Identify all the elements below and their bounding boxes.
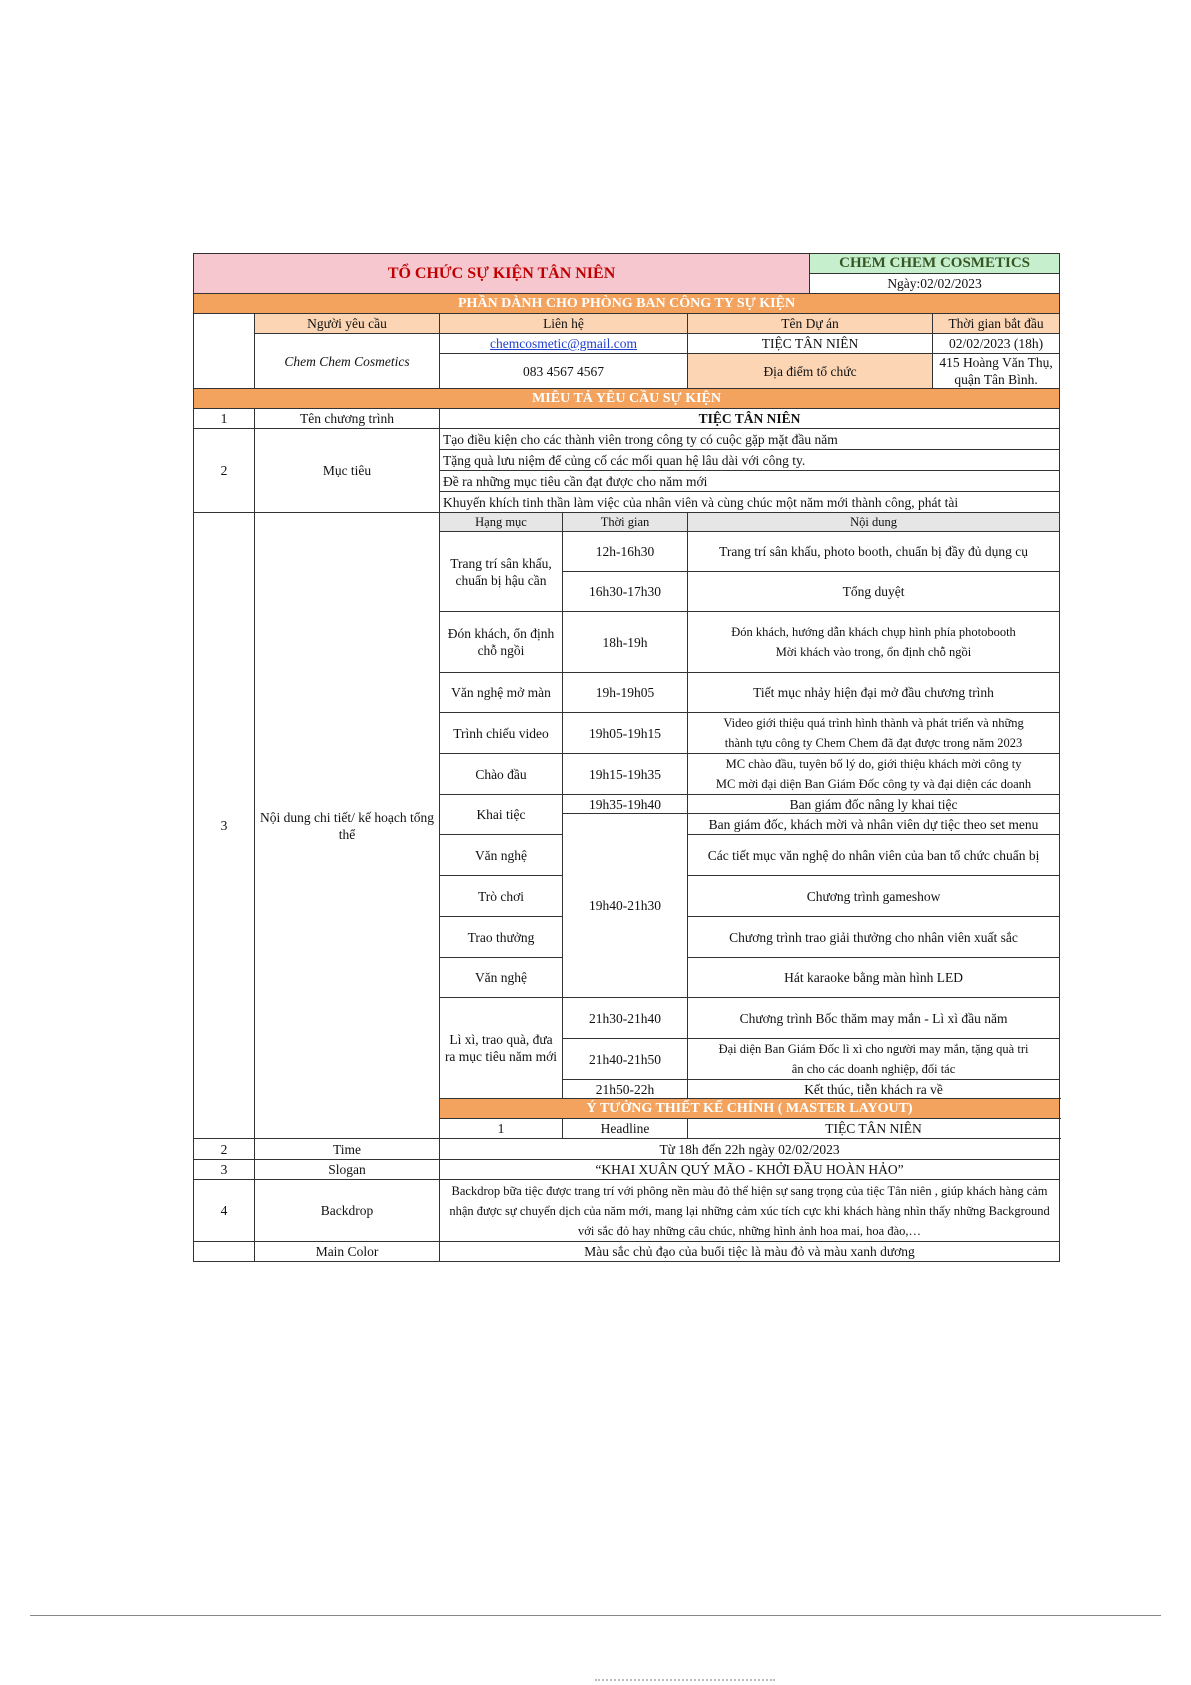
project-name-label: Tên Dự án	[688, 314, 933, 334]
schedule-category: Trang trí sân khấu, chuẩn bị hậu cần	[440, 532, 563, 612]
objective-item: Tạo điều kiện cho các thành viên trong công ty có cuộc gặp mặt đầu năm	[440, 429, 1060, 450]
schedule-header-category: Hạng mục	[440, 513, 563, 532]
row-number: 3	[194, 513, 255, 1139]
row-number: 3	[194, 1160, 255, 1180]
section-title-event-department: PHẦN DÀNH CHO PHÒNG BAN CÔNG TY SỰ KIỆN	[194, 294, 1060, 314]
layout-value: Màu sắc chủ đạo của buổi tiệc là màu đỏ và màu xanh dương	[440, 1242, 1060, 1262]
schedule-time: 19h-19h05	[563, 673, 688, 713]
schedule-header-time: Thời gian	[563, 513, 688, 532]
layout-label: Main Color	[255, 1242, 440, 1262]
schedule-category: Khai tiệc	[440, 795, 563, 835]
empty-cell	[194, 314, 255, 389]
layout-label: Headline	[563, 1119, 688, 1139]
schedule-content-line: Đại diện Ban Giám Đốc lì xì cho người may mắn, tặng quà tri	[718, 1042, 1029, 1056]
schedule-content-line: Mời khách vào trong, ổn định chỗ ngồi	[775, 645, 972, 659]
schedule-content: Chương trình trao giải thưởng cho nhân viên xuất sắc	[688, 917, 1060, 958]
schedule-content-line: Video giới thiệu quá trình hình thành và phát triển và những	[723, 716, 1024, 730]
schedule-content: Tổng duyệt	[688, 572, 1060, 612]
project-name-value: TIỆC TÂN NIÊN	[688, 334, 933, 354]
requester-label: Người yêu cầu	[255, 314, 440, 334]
schedule-category: Trò chơi	[440, 876, 563, 917]
backdrop-description: Backdrop bữa tiệc được trang trí với phông nền màu đỏ thể hiện sự sang trọng của tiệc Tân niên , giúp khách hàng cảm nhận được sự chuyển dịch của năm mới, mang lại những cảm xúc tích cực khi khách hàng nhìn thấy những Background với sắc đỏ hay những câu chúc, những hình ảnh hoa mai, hoa đào,…	[440, 1180, 1060, 1242]
slogan-value: “KHAI XUÂN QUÝ MÃO - KHỞI ĐẦU HOÀN HẢO”	[440, 1160, 1060, 1180]
contact-label: Liên hệ	[440, 314, 688, 334]
schedule-time: 21h40-21h50	[563, 1039, 688, 1080]
schedule-content: Hát karaoke bằng màn hình LED	[688, 958, 1060, 998]
document-title: TỔ CHỨC SỰ KIỆN TÂN NIÊN	[194, 254, 810, 294]
objective-item: Khuyến khích tinh thần làm việc của nhân viên và cùng chúc một năm mới thành công, phát tài	[440, 492, 1060, 513]
event-plan-table	[193, 253, 1060, 1262]
layout-value: Từ 18h đến 22h ngày 02/02/2023	[440, 1139, 1060, 1160]
schedule-content	[688, 612, 1060, 673]
row-number: 1	[194, 409, 255, 429]
schedule-content	[688, 1039, 1060, 1080]
objective-item: Tặng quà lưu niệm để củng cố các mối quan hệ lâu dài với công ty.	[440, 450, 1060, 471]
schedule-content	[688, 754, 1060, 795]
venue-label: Địa điểm tổ chức	[688, 354, 933, 389]
layout-label: Backdrop	[255, 1180, 440, 1242]
schedule-content: Các tiết mục văn nghệ do nhân viên của ban tổ chức chuẩn bị	[688, 835, 1060, 876]
schedule-time: 19h15-19h35	[563, 754, 688, 795]
schedule-time: 19h40-21h30	[563, 814, 688, 998]
detailed-plan-label: Nội dung chi tiết/ kế hoạch tổng thể	[255, 513, 440, 1139]
company-name: CHEM CHEM COSMETICS	[810, 254, 1060, 274]
objectives-label: Mục tiêu	[255, 429, 440, 513]
start-time-value: 02/02/2023 (18h)	[933, 334, 1060, 354]
schedule-time: 21h30-21h40	[563, 998, 688, 1039]
schedule-content: Tiết mục nhảy hiện đại mở đầu chương trình	[688, 673, 1060, 713]
requester-value: Chem Chem Cosmetics	[255, 334, 440, 389]
objective-item: Đề ra những mục tiêu cần đạt được cho năm mới	[440, 471, 1060, 492]
program-name-value: TIỆC TÂN NIÊN	[440, 409, 1060, 429]
page-footer-divider	[30, 1615, 1161, 1616]
row-number: 2	[194, 429, 255, 513]
schedule-category: Văn nghệ mở màn	[440, 673, 563, 713]
section-title-master-layout: Ý TƯỞNG THIẾT KẾ CHÍNH ( MASTER LAYOUT)	[440, 1099, 1060, 1119]
schedule-content: Ban giám đốc, khách mời và nhân viên dự tiệc theo set menu	[688, 814, 1060, 835]
layout-label: Time	[255, 1139, 440, 1160]
schedule-content: Ban giám đốc nâng ly khai tiệc	[688, 795, 1060, 814]
schedule-content-line: Đón khách, hướng dẫn khách chụp hình phía photobooth	[731, 625, 1016, 639]
schedule-content-line: ân cho các doanh nghiệp, đối tác	[791, 1062, 956, 1076]
schedule-content-line: MC mời đại diện Ban Giám Đốc công ty và đại diện các doanh	[715, 777, 1032, 791]
schedule-category: Lì xì, trao quà, đưa ra mục tiêu năm mới	[440, 998, 563, 1099]
phone-value: 083 4567 4567	[440, 354, 688, 389]
row-number	[194, 1242, 255, 1262]
schedule-time: 21h50-22h	[563, 1080, 688, 1099]
section-title-event-description: MIÊU TẢ YÊU CẦU SỰ KIỆN	[194, 389, 1060, 409]
schedule-category: Văn nghệ	[440, 835, 563, 876]
layout-label: Slogan	[255, 1160, 440, 1180]
schedule-time: 19h35-19h40	[563, 795, 688, 814]
program-name-label: Tên chương trình	[255, 409, 440, 429]
schedule-time: 12h-16h30	[563, 532, 688, 572]
row-number: 2	[194, 1139, 255, 1160]
schedule-time: 19h05-19h15	[563, 713, 688, 754]
schedule-content: Kết thúc, tiễn khách ra về	[688, 1080, 1060, 1099]
schedule-content: Trang trí sân khấu, photo booth, chuẩn bị đầy đủ dụng cụ	[688, 532, 1060, 572]
schedule-category: Đón khách, ổn định chỗ ngồi	[440, 612, 563, 673]
schedule-content-line: MC chào đầu, tuyên bố lý do, giới thiệu khách mời công ty	[725, 757, 1022, 771]
schedule-content: Chương trình Bốc thăm may mắn - Lì xì đầu năm	[688, 998, 1060, 1039]
schedule-time: 16h30-17h30	[563, 572, 688, 612]
schedule-content-line: thành tựu công ty Chem Chem đã đạt được trong năm 2023	[724, 736, 1023, 750]
schedule-category: Chào đầu	[440, 754, 563, 795]
schedule-category: Trao thưởng	[440, 917, 563, 958]
schedule-content: Chương trình gameshow	[688, 876, 1060, 917]
email-cell	[440, 334, 688, 354]
venue-value: 415 Hoàng Văn Thụ, quận Tân Bình.	[933, 354, 1060, 389]
row-number: 1	[440, 1119, 563, 1139]
document-date: Ngày:02/02/2023	[810, 274, 1060, 294]
row-number: 4	[194, 1180, 255, 1242]
start-time-label: Thời gian bắt đầu	[933, 314, 1060, 334]
layout-value: TIỆC TÂN NIÊN	[688, 1119, 1060, 1139]
schedule-category: Văn nghệ	[440, 958, 563, 998]
schedule-category: Trình chiếu video	[440, 713, 563, 754]
email-link[interactable]: chemcosmetic@gmail.com	[489, 336, 637, 351]
page-bottom-mark	[595, 1679, 775, 1681]
schedule-header-content: Nội dung	[688, 513, 1060, 532]
schedule-time: 18h-19h	[563, 612, 688, 673]
schedule-content	[688, 713, 1060, 754]
